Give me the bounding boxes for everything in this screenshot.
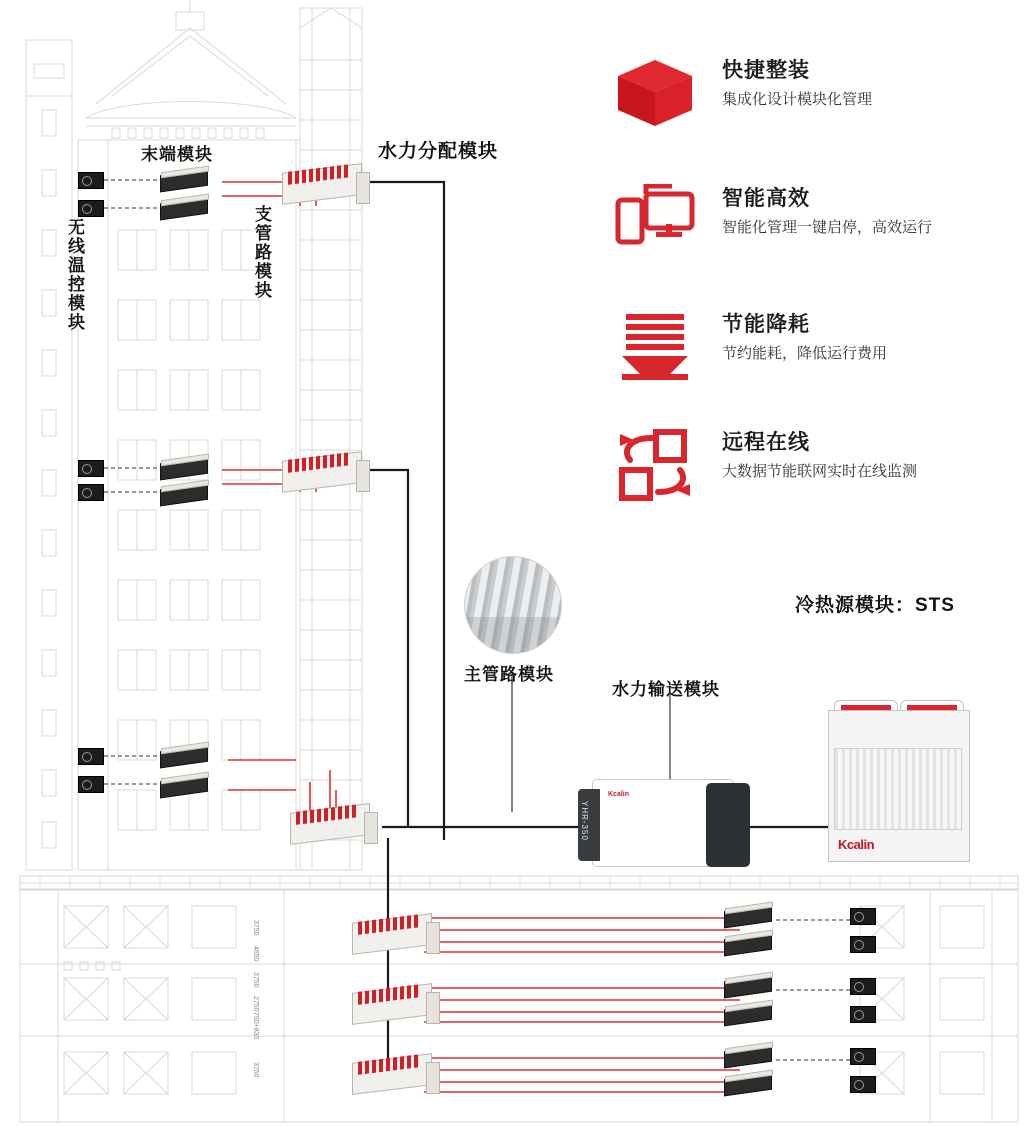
manifold-basement-1 <box>352 910 440 956</box>
wireless-thermostat <box>78 172 104 189</box>
wireless-thermostat <box>78 776 104 793</box>
manifold-end-cap <box>364 812 378 844</box>
manifold-floor-mid <box>282 448 370 494</box>
wireless-thermostat <box>850 1048 876 1065</box>
feature-description: 集成化设计模块化管理 <box>722 91 873 108</box>
wireless-thermostat <box>78 200 104 217</box>
cube-icon <box>612 56 698 130</box>
wireless-thermostat <box>850 1006 876 1023</box>
basement-dimension: 750+835 <box>252 1012 259 1040</box>
manifold-basement-2 <box>352 980 440 1026</box>
main-pipe-module-photo <box>464 556 562 654</box>
remote-sync-icon <box>612 428 698 502</box>
manifold-end-cap <box>356 460 370 492</box>
ahu-brand-label: Kcalin <box>608 791 630 798</box>
feature-quick-assembly <box>612 52 1012 142</box>
label-hydraulic-transport-module: 水力输送模块 <box>612 680 720 699</box>
basement-dimension: 3750 <box>252 920 259 936</box>
basement-dimension: 2750 <box>252 996 259 1012</box>
basement-dimension: 3750 <box>252 1062 259 1078</box>
label-branch-pipe-module: 支管路模块 <box>252 205 271 300</box>
manifold-end-cap <box>426 922 440 954</box>
wireless-thermostat <box>850 908 876 925</box>
feature-title: 快捷整装 <box>722 59 810 82</box>
manifold-floor-low <box>290 800 378 846</box>
hydraulic-transport-unit <box>578 779 750 871</box>
manifold-floor-top <box>282 160 370 206</box>
devices-icon <box>612 184 698 258</box>
label-hydraulic-distribution-module: 水力分配模块 <box>378 141 499 162</box>
feature-description: 节约能耗，降低运行费用 <box>722 345 888 362</box>
ahu-control-panel <box>706 783 750 867</box>
manifold-basement-3 <box>352 1050 440 1096</box>
heat-pump-coil <box>834 748 962 830</box>
feature-smart-efficient <box>612 180 1012 270</box>
manifold-end-cap <box>356 172 370 204</box>
manifold-end-cap <box>426 1062 440 1094</box>
wireless-thermostat <box>78 460 104 477</box>
ahu-model-label: YHR-350 <box>580 801 589 841</box>
feature-energy-saving <box>612 306 1012 396</box>
wireless-thermostat <box>850 936 876 953</box>
feature-description: 大数据节能联网实时在线监测 <box>722 463 918 480</box>
feature-title: 远程在线 <box>722 431 810 454</box>
feature-title: 智能高效 <box>722 187 810 210</box>
label-cold-heat-source-module: 冷热源模块：STS <box>795 595 955 616</box>
label-main-pipe-module: 主管路模块 <box>464 665 554 684</box>
basement-dimension: 4650 <box>252 946 259 962</box>
wireless-thermostat <box>78 748 104 765</box>
manifold-end-cap <box>426 992 440 1024</box>
heat-pump-unit <box>828 700 968 860</box>
feature-title: 节能降耗 <box>722 313 810 336</box>
basement-dimension: 3750 <box>252 972 259 988</box>
label-end-module: 末端模块 <box>141 145 213 164</box>
heat-pump-brand-label: Kcalin <box>838 837 875 852</box>
download-tray-icon <box>612 310 698 384</box>
wireless-thermostat <box>78 484 104 501</box>
wireless-thermostat <box>850 978 876 995</box>
feature-remote-online <box>612 424 1012 514</box>
label-wireless-temperature-control-module: 无线温控模块 <box>65 218 84 332</box>
wireless-thermostat <box>850 1076 876 1093</box>
feature-description: 智能化管理一键启停，高效运行 <box>722 219 933 236</box>
